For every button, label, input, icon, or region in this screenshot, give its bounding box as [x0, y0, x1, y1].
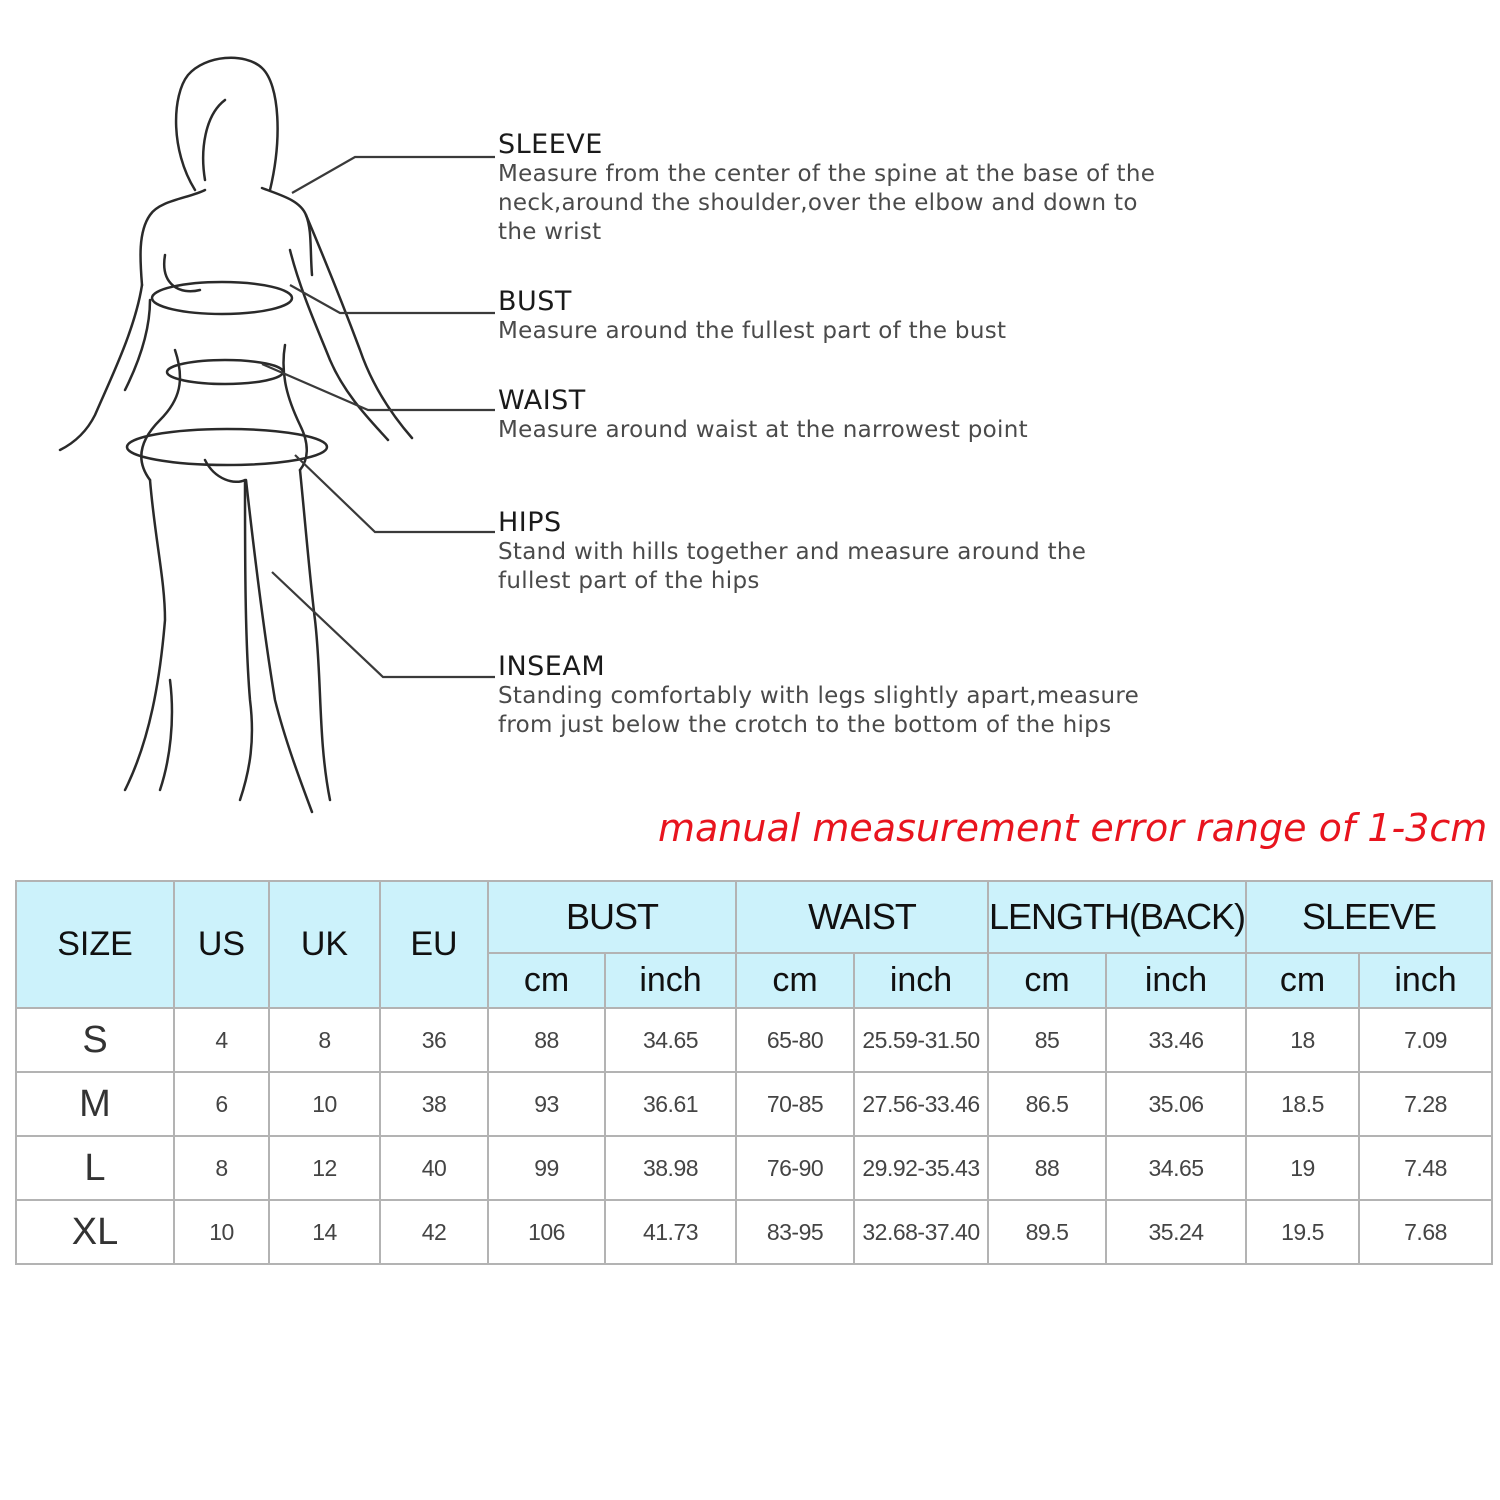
guide-description: Standing comfortably with legs slightly apart,measure from just below the crotch to the bottom of the hips: [498, 683, 1140, 738]
guide-title: SLEEVE: [498, 129, 603, 160]
table-cell: 18: [1246, 1008, 1359, 1072]
size-cell: S: [16, 1008, 174, 1072]
table-row: [16, 1008, 1492, 1072]
table-cell: 35.24: [1106, 1200, 1246, 1264]
size-cell: L: [16, 1136, 174, 1200]
table-cell: 35.06: [1106, 1072, 1246, 1136]
table-cell: 10: [269, 1072, 380, 1136]
table-cell: 88: [488, 1008, 605, 1072]
table-cell: 89.5: [988, 1200, 1106, 1264]
table-cell: 4: [174, 1008, 269, 1072]
header-uk: UK: [269, 881, 380, 1008]
table-cell: 34.65: [605, 1008, 736, 1072]
header-eu: EU: [380, 881, 488, 1008]
measurement-error-note: manual measurement error range of 1-3cm: [658, 806, 1488, 850]
table-cell: 40: [380, 1136, 488, 1200]
table-row: [16, 1136, 1492, 1200]
table-cell: 83-95: [736, 1200, 854, 1264]
table-cell: 7.09: [1359, 1008, 1492, 1072]
guide-description: Measure around the fullest part of the bust: [498, 318, 1007, 344]
table-cell: 41.73: [605, 1200, 736, 1264]
table-cell: 106: [488, 1200, 605, 1264]
header-unit: cm: [488, 953, 605, 1008]
table-cell: 34.65: [1106, 1136, 1246, 1200]
table-cell: 8: [174, 1136, 269, 1200]
table-cell: 70-85: [736, 1072, 854, 1136]
guide-hips: [498, 508, 1158, 596]
guide-title: BUST: [498, 286, 572, 317]
table-row: [16, 1200, 1492, 1264]
table-cell: 86.5: [988, 1072, 1106, 1136]
guide-sleeve: [498, 130, 1158, 247]
guide-description: Measure around waist at the narrowest point: [498, 417, 1028, 443]
table-cell: 85: [988, 1008, 1106, 1072]
body-silhouette: [0, 0, 500, 820]
table-cell: 10: [174, 1200, 269, 1264]
table-cell: 19: [1246, 1136, 1359, 1200]
guide-description: Stand with hills together and measure around the fullest part of the hips: [498, 539, 1087, 594]
table-cell: 25.59-31.50: [854, 1008, 988, 1072]
table-cell: 32.68-37.40: [854, 1200, 988, 1264]
table-cell: 27.56-33.46: [854, 1072, 988, 1136]
guide-inseam: [498, 652, 1158, 740]
table-cell: 6: [174, 1072, 269, 1136]
header-unit: cm: [1246, 953, 1359, 1008]
table-cell: 93: [488, 1072, 605, 1136]
header-unit: cm: [988, 953, 1106, 1008]
guide-title: INSEAM: [498, 651, 606, 682]
table-cell: 7.48: [1359, 1136, 1492, 1200]
table-cell: 19.5: [1246, 1200, 1359, 1264]
header-unit: inch: [1359, 953, 1492, 1008]
table-cell: 38: [380, 1072, 488, 1136]
guide-description: Measure from the center of the spine at the base of the neck,around the shoulder,over the elbow and down to the wrist: [498, 161, 1156, 245]
table-cell: 12: [269, 1136, 380, 1200]
header-unit: inch: [1106, 953, 1246, 1008]
table-row: [16, 1072, 1492, 1136]
table-cell: 65-80: [736, 1008, 854, 1072]
header-size: SIZE: [16, 881, 174, 1008]
table-cell: 14: [269, 1200, 380, 1264]
table-cell: 36.61: [605, 1072, 736, 1136]
table-cell: 76-90: [736, 1136, 854, 1200]
table-cell: 36: [380, 1008, 488, 1072]
header-waist: WAIST: [736, 881, 988, 953]
size-cell: XL: [16, 1200, 174, 1264]
table-cell: 7.68: [1359, 1200, 1492, 1264]
table-cell: 29.92-35.43: [854, 1136, 988, 1200]
header-length-back: LENGTH(BACK): [988, 881, 1246, 953]
header-unit: inch: [854, 953, 988, 1008]
table-cell: 38.98: [605, 1136, 736, 1200]
header-us: US: [174, 881, 269, 1008]
header-sleeve: SLEEVE: [1246, 881, 1492, 953]
table-cell: 7.28: [1359, 1072, 1492, 1136]
guide-bust: [498, 287, 1158, 346]
table-cell: 42: [380, 1200, 488, 1264]
size-cell: M: [16, 1072, 174, 1136]
table-cell: 88: [988, 1136, 1106, 1200]
guide-waist: [498, 386, 1158, 445]
table-cell: 18.5: [1246, 1072, 1359, 1136]
table-cell: 33.46: [1106, 1008, 1246, 1072]
header-unit: inch: [605, 953, 736, 1008]
guide-title: WAIST: [498, 385, 586, 416]
size-chart-table: [15, 880, 1493, 1265]
table-cell: 8: [269, 1008, 380, 1072]
guide-title: HIPS: [498, 507, 562, 538]
header-bust: BUST: [488, 881, 736, 953]
table-cell: 99: [488, 1136, 605, 1200]
header-unit: cm: [736, 953, 854, 1008]
